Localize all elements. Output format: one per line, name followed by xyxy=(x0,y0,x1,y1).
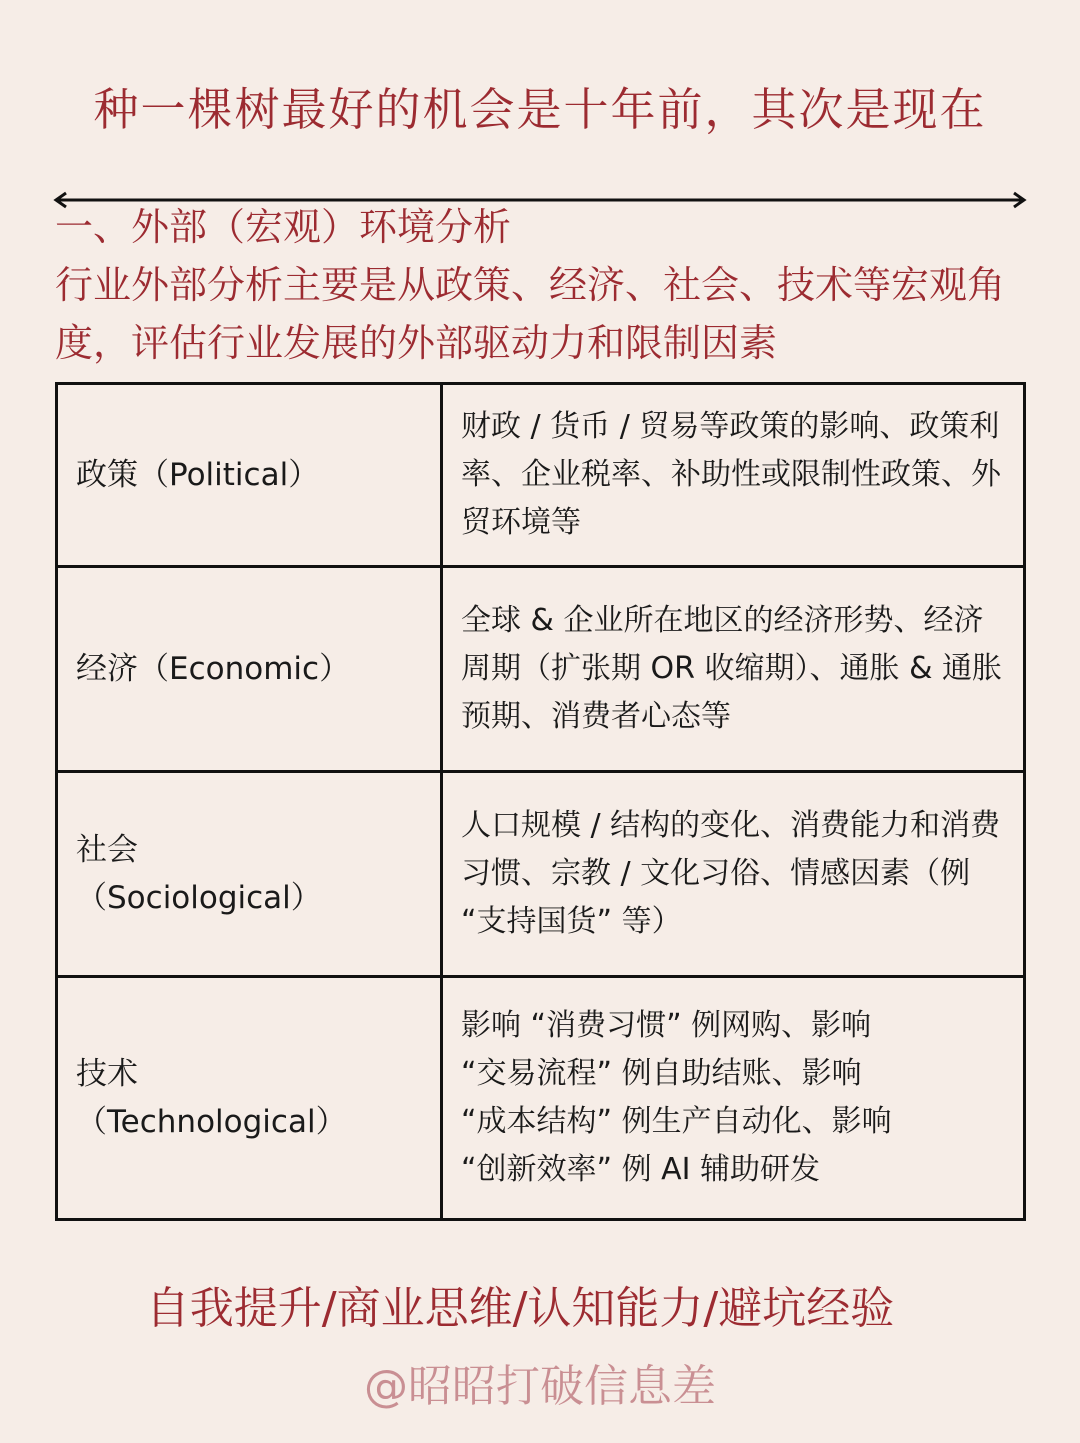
description-line: “成本结构” 例生产自动化、影响 xyxy=(461,1104,892,1139)
author-handle: @昭昭打破信息差 xyxy=(364,1361,716,1412)
factor-label-english: （Technological） xyxy=(76,1104,347,1140)
factor-cell xyxy=(57,384,442,567)
footer-tags: 自我提升/商业思维/认知能力/避坑经验 xyxy=(145,1283,895,1334)
factor-cell xyxy=(57,772,442,977)
factor-cell xyxy=(57,567,442,772)
factor-cell xyxy=(57,977,442,1220)
description-line: “创新效率” 例 AI 辅助研发 xyxy=(461,1152,821,1187)
description-cell xyxy=(442,384,1025,567)
table-row xyxy=(57,567,1025,772)
factor-label-english: （Sociological） xyxy=(76,880,322,916)
pest-table xyxy=(55,382,1026,1221)
description-cell xyxy=(442,567,1025,772)
factor-description: 人口规模 / 结构的变化、消费能力和消费习惯、宗教 / 文化习俗、情感因素（例 “支持国货” 等） xyxy=(461,808,1001,939)
description-cell xyxy=(442,977,1025,1220)
table-row xyxy=(57,772,1025,977)
description-line: 影响 “消费习惯” 例网购、影响 xyxy=(461,1008,872,1043)
factor-label: 技术 xyxy=(76,1056,138,1092)
description-cell xyxy=(442,772,1025,977)
page-headline: 种一棵树最好的机会是十年前，其次是现在 xyxy=(93,83,987,136)
section-intro: 行业外部分析主要是从政策、经济、社会、技术等宏观角度，评估行业发展的外部驱动力和限制因素 xyxy=(55,263,1006,365)
table-row xyxy=(57,977,1025,1220)
factor-label: 政策（Political） xyxy=(76,457,320,493)
factor-description: 全球 & 企业所在地区的经济形势、经济周期（扩张期 OR 收缩期）、通胀 & 通胀预期、消费者心态等 xyxy=(461,603,1002,734)
section-title: 一、外部（宏观）环境分析 xyxy=(55,205,512,249)
factor-label: 经济（Economic） xyxy=(76,651,351,687)
factor-description: 财政 / 货币 / 贸易等政策的影响、政策利率、企业税率、补助性或限制性政策、外贸环境等 xyxy=(461,409,1001,540)
description-line: “交易流程” 例自助结账、影响 xyxy=(461,1056,862,1091)
factor-label: 社会 xyxy=(76,832,138,868)
table-row xyxy=(57,384,1025,567)
